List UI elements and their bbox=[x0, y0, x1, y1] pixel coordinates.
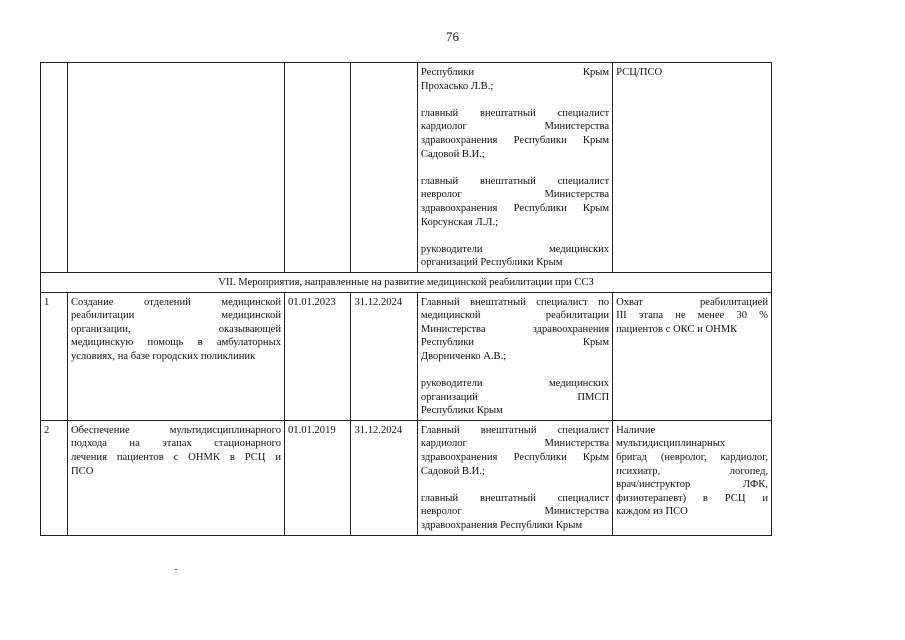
cell-indicator bbox=[613, 292, 772, 420]
text-line: Охват реабилитацией bbox=[616, 296, 768, 308]
measures-table bbox=[40, 62, 772, 536]
cell-end-date: 31.12.2024 bbox=[351, 420, 417, 535]
text-line: организаций Республики Крым bbox=[420, 257, 563, 269]
text-line: физиотерапевт) в РСЦ и bbox=[616, 492, 768, 504]
text-line: Министерства здравоохранения bbox=[420, 323, 610, 335]
section-title: VII. Мероприятия, направленные на развитие медицинской реабилитации при ССЗ bbox=[41, 272, 772, 292]
text-line: Прохасько Л.В.; bbox=[420, 80, 494, 92]
cell-start-date: 01.01.2023 bbox=[285, 292, 351, 420]
cell-number bbox=[41, 63, 68, 273]
text-line: медицинскую помощь в амбулаторных bbox=[70, 337, 281, 349]
text-line: организации, оказывающей bbox=[70, 323, 281, 335]
cell-start-date bbox=[285, 63, 351, 273]
text-paragraph bbox=[421, 424, 609, 478]
text-line: III этапа не менее 30 % bbox=[616, 310, 768, 322]
text-line: бригад (невролог, кардиолог, bbox=[616, 452, 768, 464]
table-section-row bbox=[41, 272, 772, 292]
table-row-continuation bbox=[41, 63, 772, 273]
text-line: медицинской реабилитации bbox=[420, 310, 610, 322]
text-line: условиях, на базе городских поликлиник bbox=[70, 350, 256, 362]
text-line: Корсунская Л.Л.; bbox=[420, 216, 499, 228]
cell-responsible bbox=[417, 63, 612, 273]
text-line: Республики Крым bbox=[420, 405, 503, 417]
cell-start-date: 01.01.2019 bbox=[285, 420, 351, 535]
cell-indicator: РСЦ/ПСО bbox=[613, 63, 772, 273]
text-line: Главный внештатный специалист bbox=[420, 424, 610, 436]
text-line: главный внештатный специалист bbox=[420, 492, 610, 504]
text-line: руководители медицинских bbox=[420, 378, 610, 390]
text-line: кардиолог Министерства bbox=[420, 438, 610, 450]
cell-event bbox=[67, 292, 284, 420]
cell-responsible bbox=[417, 292, 612, 420]
cell-end-date: 31.12.2024 bbox=[351, 292, 417, 420]
text-line: ПСО bbox=[70, 465, 94, 477]
scan-speck bbox=[175, 569, 177, 570]
text-line: кардиолог Министерства bbox=[420, 121, 610, 133]
text-paragraph bbox=[421, 66, 609, 93]
text-line: каждом из ПСО bbox=[616, 506, 688, 518]
cell-responsible bbox=[417, 420, 612, 535]
text-line: Республики Крым bbox=[420, 67, 610, 78]
text-line: психиатр, логопед, bbox=[616, 465, 768, 477]
text-paragraph bbox=[421, 296, 609, 364]
text-line: здравоохранения Республики Крым bbox=[420, 134, 610, 146]
text-line: Садовой В.И.; bbox=[420, 148, 485, 160]
cell-event bbox=[67, 420, 284, 535]
text-line: лечения пациентов с ОНМК в РСЦ и bbox=[70, 452, 281, 464]
text-line: Обеспечение мультидисциплинарного bbox=[70, 424, 281, 436]
text-line: здравоохранения Республики Крым bbox=[420, 520, 583, 531]
cell-number: 2 bbox=[41, 420, 68, 535]
text-line: Наличие bbox=[616, 424, 656, 436]
cell-indicator bbox=[613, 420, 772, 535]
text-line: подхода на этапах стационарного bbox=[70, 438, 281, 450]
table-row bbox=[41, 420, 772, 535]
text-paragraph bbox=[421, 377, 609, 418]
text-line: невролог Министерства bbox=[420, 506, 610, 518]
cell-end-date bbox=[351, 63, 417, 273]
text-line: мультидисциплинарных bbox=[616, 438, 726, 450]
text-line: здравоохранения Республики Крым bbox=[420, 202, 610, 214]
text-paragraph bbox=[421, 175, 609, 229]
text-line: Главный внештатный специалист по bbox=[420, 296, 610, 308]
text-paragraph bbox=[421, 243, 609, 270]
text-paragraph bbox=[421, 492, 609, 533]
text-line: главный внештатный специалист bbox=[420, 107, 610, 119]
cell-event bbox=[67, 63, 284, 273]
cell-number: 1 bbox=[41, 292, 68, 420]
text-line: Создание отделений медицинской bbox=[70, 296, 281, 308]
text-line: невролог Министерства bbox=[420, 189, 610, 201]
text-line: врач/инструктор ЛФК, bbox=[616, 479, 768, 491]
text-line: Дворниченко А.В.; bbox=[420, 350, 507, 362]
text-line: Республики Крым bbox=[420, 337, 610, 349]
text-line: главный внештатный специалист bbox=[420, 175, 610, 187]
text-line: Садовой В.И.; bbox=[420, 465, 485, 477]
text-line: реабилитации медицинской bbox=[70, 310, 281, 322]
text-line: пациентов с ОКС и ОНМК bbox=[616, 323, 738, 335]
table-row bbox=[41, 292, 772, 420]
text-line: руководители медицинских bbox=[420, 243, 610, 255]
text-line: организаций ПМСП bbox=[420, 391, 610, 403]
text-line: здравоохранения Республики Крым bbox=[420, 452, 610, 464]
page-number: 76 bbox=[446, 29, 459, 44]
text-paragraph bbox=[421, 107, 609, 161]
